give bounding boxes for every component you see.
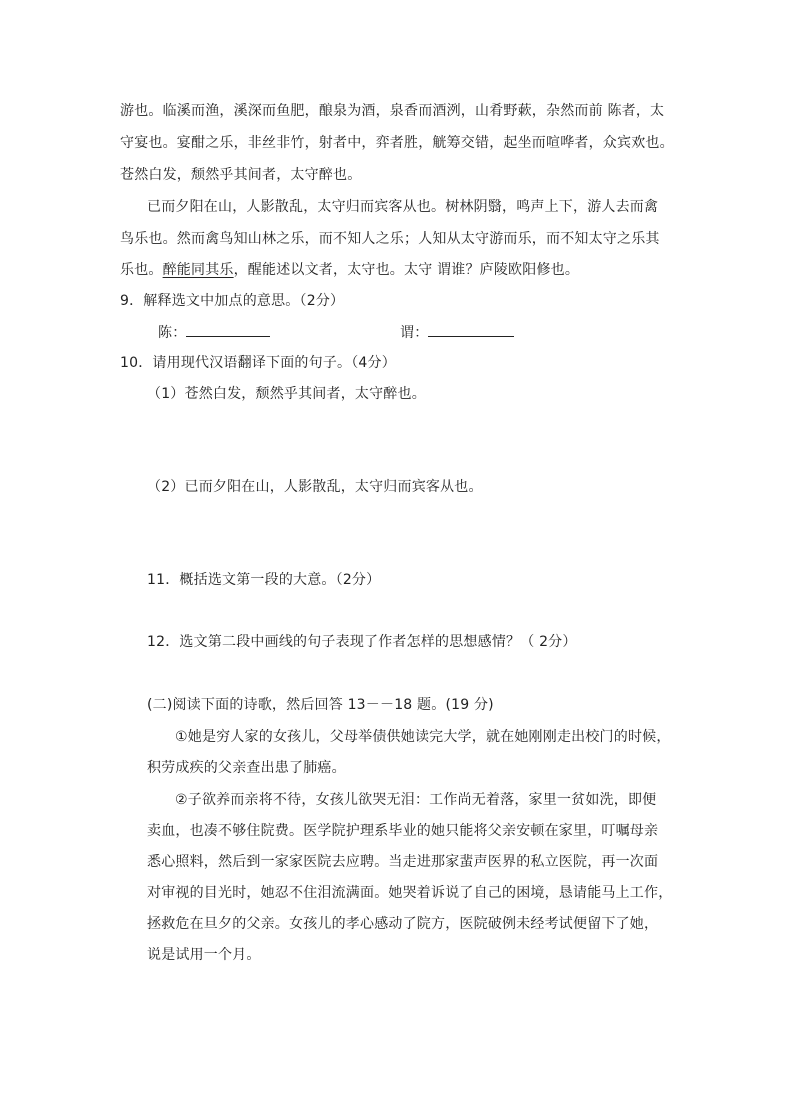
passage-p2-line1: 已而夕阳在山，人影散乱，太守归而宾客从也。树林阴翳，鸣声上下，游人去而禽 [147, 199, 659, 215]
q9-blank-wei-label: 谓： [400, 325, 429, 341]
passage-p2-line3-end: ，醒能述以文者，太守也。太守 谓谁？庐陵欧阳修也。 [233, 262, 580, 278]
q9-blank-chen-label: 陈： [158, 325, 187, 341]
section2-p2-line2: 卖血，也凑不够住院费。医学院护理系毕业的她只能将父亲安顿在家里，叮嘱母亲 [147, 823, 659, 839]
section2-p1-line2: 积劳成疾的父亲查出患了肺癌。 [147, 760, 346, 776]
passage-p2-line3 [120, 260, 579, 280]
passage-p2-line2: 鸟乐也。然而禽鸟知山林之乐，而不知人之乐；人知从太守游而乐，而不知太守之乐其 [120, 231, 660, 247]
q9-answer-line-chen[interactable] [186, 322, 270, 337]
section2-heading: (二)阅读下面的诗歌，然后回答 13－－18 题。(19 分) [147, 697, 494, 713]
question-11: 11．概括选文第一段的大意。（2分） [147, 572, 381, 588]
q9-blank-wei [400, 322, 514, 343]
question-10: 10．请用现代汉语翻译下面的句子。（4分） [120, 355, 396, 371]
question-10-sub1: （1）苍然白发，颓然乎其间者，太守醉也。 [147, 386, 426, 402]
question-9: 9．解释选文中加点的意思。（2分） [120, 293, 345, 309]
section2-p2-line4: 对审视的目光时，她忍不住泪流满面。她哭着诉说了自己的困境，恳请能马上工作， [147, 885, 673, 901]
q9-answer-line-wei[interactable] [428, 322, 514, 337]
passage-p1-line3: 苍然白发，颓然乎其间者，太守醉也。 [120, 167, 362, 183]
section2-p1-line1: ①她是穷人家的女孩儿，父母举债供她读完大学，就在她刚刚走出校门的时候， [175, 729, 671, 745]
passage-p1-line1: 游也。临溪而渔，溪深而鱼肥，酿泉为酒，泉香而酒洌，山肴野蔌，杂然而前 陈者，太 [120, 103, 665, 119]
passage-p2-line3-start: 乐也。 [120, 262, 163, 278]
section2-p2-line1: ②子欲养而亲将不待，女孩儿欲哭无泪：工作尚无着落，家里一贫如洗，即便 [175, 792, 657, 808]
section2-p2-line5: 拯救危在旦夕的父亲。女孩儿的孝心感动了院方，医院破例未经考试便留下了她， [147, 916, 659, 932]
question-10-sub2: （2）已而夕阳在山，人影散乱，太守归而宾客从也。 [147, 479, 483, 495]
section2-p2-line3: 悉心照料，然后到一家家医院去应聘。当走进那家蜚声医界的私立医院，再一次面 [147, 854, 659, 870]
underlined-sentence: 醉能同其乐 [162, 262, 234, 278]
question-12: 12．选文第二段中画线的句子表现了作者怎样的思想感情？（ 2分） [147, 634, 577, 650]
passage-p1-line2: 守宴也。宴酣之乐，非丝非竹，射者中，弈者胜，觥筹交错，起坐而喧哗者，众宾欢也。 [120, 135, 674, 151]
section2-p2-line6: 说是试用一个月。 [147, 947, 261, 963]
q9-blank-chen [158, 322, 270, 343]
